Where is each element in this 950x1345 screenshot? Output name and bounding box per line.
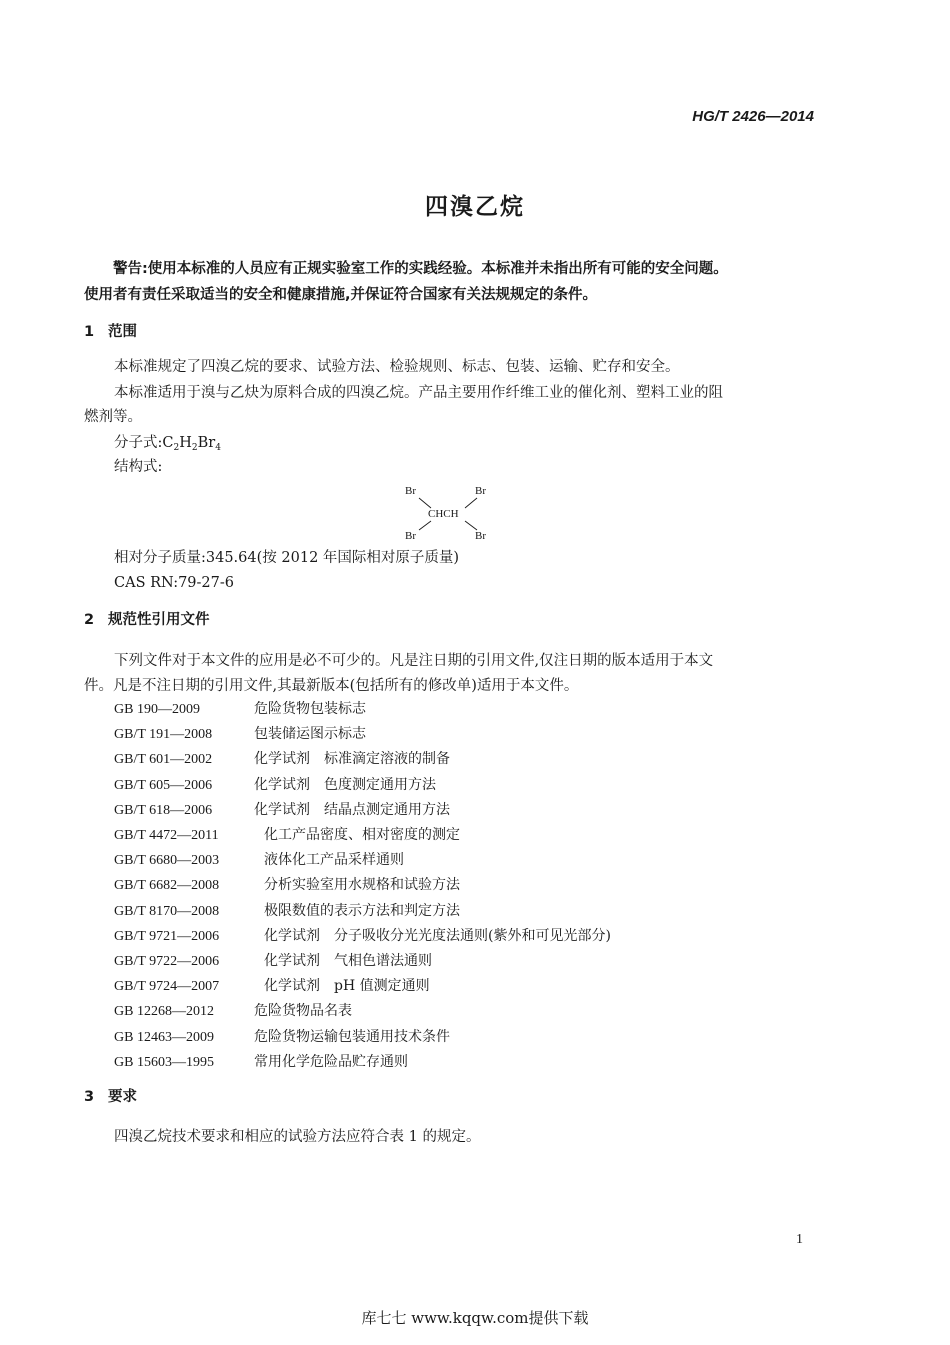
reference-item [114,974,430,998]
section-1-heading [84,320,137,341]
reference-item [114,949,432,973]
scope-paragraph-1: 本标准规定了四溴乙烷的要求、试验方法、检验规则、标志、包装、运输、贮存和安全。 [114,359,680,375]
section-3-heading [84,1085,137,1106]
section-3-title: 要求 [108,1089,137,1105]
reference-code: GB/T 191—2008 [114,727,213,743]
scope-paragraph-2-line-1: 本标准适用于溴与乙炔为原料合成的四溴乙烷。产品主要用作纤维工业的催化剂、塑料工业的阻 [114,385,723,401]
document-title: 四溴乙烷 [425,194,525,220]
reference-item [114,899,460,923]
cas-number: CAS RN:79-27-6 [114,575,235,591]
reference-item [114,747,450,771]
formula-h: H [179,435,192,451]
structure-br-top-left: Br [405,485,416,497]
warning-line-1: 警告:使用本标准的人员应有正规实验室工作的实践经验。本标准并未指出所有可能的安全问题。 [113,261,728,277]
standard-code: HG/T 2426—2014 [692,108,814,125]
reference-code: GB 190—2009 [114,702,200,717]
page-number: 1 [796,1232,803,1247]
structure-br-top-right: Br [475,485,486,497]
formula-br: Br [197,435,216,451]
structure-br-bottom-left: Br [405,530,416,542]
structure-label: 结构式: [114,459,163,475]
reference-item [114,798,450,822]
reference-code: GB/T 9722—2006 [114,954,220,969]
reference-code: GB/T 601—2002 [114,752,213,768]
reference-title: 化学试剂 分子吸收分光光度法通则(紫外和可见光部分) [264,927,611,944]
section-2-number: 2 [84,612,95,628]
reference-item [114,1050,408,1074]
relative-molecular-mass: 相对分子质量:345.64(按 2012 年国际相对原子质量) [114,550,460,566]
reference-title: 包装储运图示标志 [254,726,366,743]
reference-title: 危险货物包装标志 [254,701,366,717]
reference-title: 危险货物运输包装通用技术条件 [254,1028,450,1045]
section-1-number: 1 [84,324,95,340]
formula-c: C [162,435,174,451]
references-intro-line-2: 件。凡是不注日期的引用文件,其最新版本(包括所有的修改单)适用于本文件。 [84,678,579,694]
reference-title: 常用化学危险品贮存通则 [254,1053,408,1070]
formula-h-sub: 2 [191,443,198,453]
reference-item [114,924,611,948]
reference-title: 危险货物品名表 [254,1003,352,1020]
reference-title: 分析实验室用水规格和试验方法 [264,877,460,894]
reference-item [114,773,436,797]
structure-bond-top-left [419,498,431,508]
reference-title: 化学试剂 标准滴定溶液的制备 [254,751,450,768]
reference-item [114,848,404,872]
reference-code: GB/T 4472—2011 [114,828,219,843]
reference-code: GB/T 6682—2008 [114,878,220,894]
structure-bond-bottom-left [419,521,431,530]
reference-title: 化学试剂 色度测定通用方法 [254,776,436,793]
download-footer: 库七七 www.kqqw.com提供下载 [361,1309,589,1327]
reference-item [114,873,460,897]
reference-code: GB/T 6680—2003 [114,853,220,869]
structure-bond-top-right [465,498,477,508]
reference-item [114,697,366,721]
reference-code: GB 12268—2012 [114,1004,214,1020]
reference-title: 极限数值的表示方法和判定方法 [264,902,460,919]
structure-center: CHCH [428,508,459,520]
structural-formula [395,480,505,544]
reference-code: GB/T 618—2006 [114,802,213,818]
references-intro-line-1: 下列文件对于本文件的应用是必不可少的。凡是注日期的引用文件,仅注日期的版本适用于本文 [114,653,714,669]
reference-item [114,1025,450,1049]
reference-code: GB 12463—2009 [114,1029,214,1045]
reference-code: GB/T 605—2006 [114,777,213,793]
warning-line-2: 使用者有责任采取适当的安全和健康措施,并保证符合国家有关法规规定的条件。 [84,287,598,303]
reference-item [114,999,352,1023]
scope-paragraph-2-line-2: 燃剂等。 [84,409,142,425]
section-1-title: 范围 [108,324,137,340]
requirements-paragraph: 四溴乙烷技术要求和相应的试验方法应符合表 1 的规定。 [114,1129,481,1145]
formula-c-sub: 2 [173,443,180,453]
reference-code: GB/T 8170—2008 [114,903,220,919]
reference-title: 化工产品密度、相对密度的测定 [264,827,460,843]
reference-title: 化学试剂 气相色谱法通则 [264,953,432,969]
formula-label: 分子式: [114,435,163,451]
reference-code: GB/T 9721—2006 [114,928,220,944]
safety-warning [84,256,824,308]
reference-title: 液体化工产品采样通则 [264,852,404,869]
section-2-heading [84,608,210,629]
reference-code: GB 15603—1995 [114,1054,214,1070]
reference-title: 化学试剂 结晶点测定通用方法 [254,801,450,818]
reference-item [114,823,460,847]
reference-title: 化学试剂 pH 值测定通则 [264,978,430,995]
structure-br-bottom-right: Br [475,530,486,542]
section-2-title: 规范性引用文件 [108,612,210,628]
structure-bond-bottom-right [465,521,477,530]
formula-br-sub: 4 [215,443,221,453]
reference-item [114,722,366,746]
section-3-number: 3 [84,1089,95,1105]
reference-code: GB/T 9724—2007 [114,979,220,995]
